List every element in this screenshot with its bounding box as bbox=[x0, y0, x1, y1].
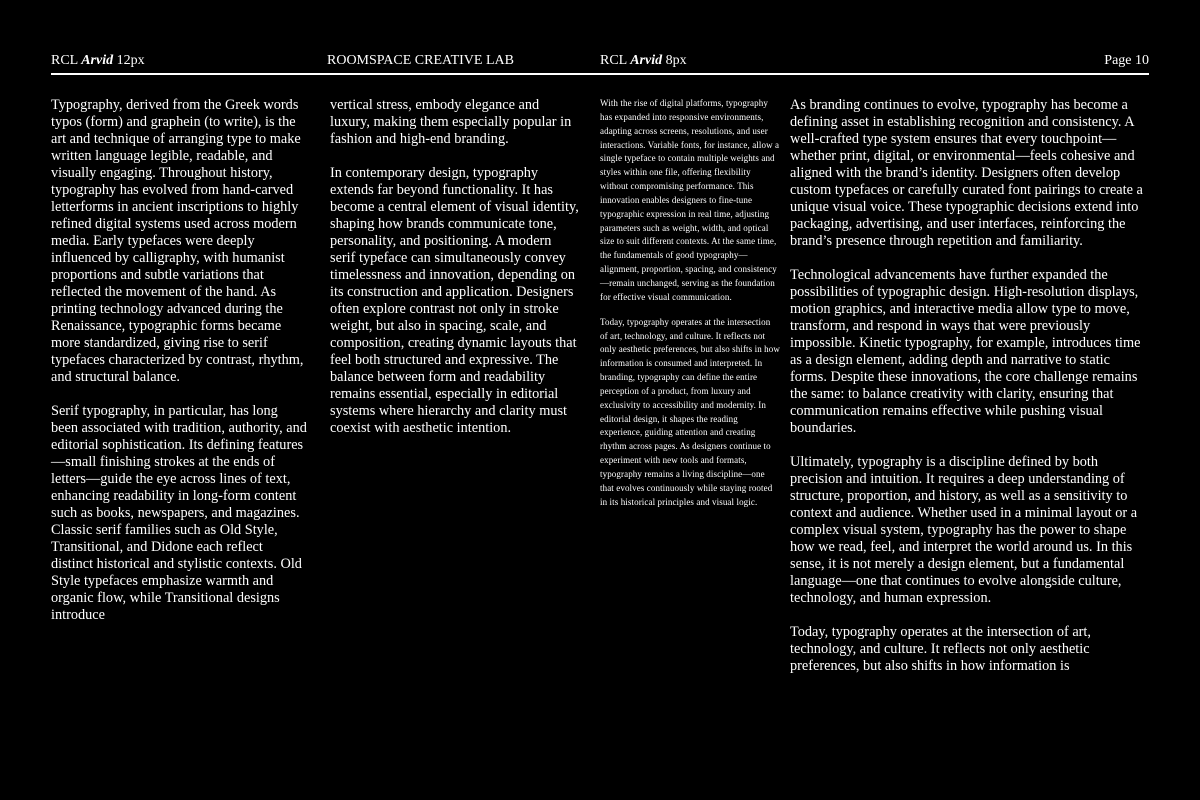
page-number: Page 10 bbox=[1104, 53, 1149, 68]
header-left-size: 12px bbox=[116, 53, 145, 68]
header-rule bbox=[51, 73, 1149, 75]
text-column-1 bbox=[51, 97, 307, 624]
paragraph: Today, typography operates at the intersection of art, technology, and culture. It reflects not only aesthetic preferences, but also shifts in how information is bbox=[790, 624, 1091, 674]
header-title: ROOMSPACE CREATIVE LAB bbox=[327, 53, 514, 68]
paragraph: Ultimately, typography is a discipline defined by both precision and intuition. It requires a deep understanding of structure, proportion, and history, as well as a sensitivity to context and audience. Whether used in a minimal layout or a complex visual system, typography has the power to shape how we read, feel, and interpret the world around us. In this sense, it is not merely a design element, but a fundamental language—one that continues to evolve alongside culture, technology, and human expression. bbox=[790, 454, 1138, 606]
paragraph: vertical stress, embody elegance and luxury, making them especially popular in fashion and high-end branding. bbox=[330, 97, 572, 147]
header-mid-label bbox=[600, 52, 687, 70]
header-left-label bbox=[51, 52, 145, 70]
text-column-4 bbox=[790, 97, 1150, 675]
paragraph: As branding continues to evolve, typography has become a defining asset in establishing recognition and consistency. A well-crafted type system ensures that every touchpoint—whether print, digital, or environmental—feels cohesive and aligned with the brand’s identity. Designers often develop custom typefaces or carefully curated font pairings to create a unique visual voice. These typographic decisions extend into packaging, advertising, and user interfaces, reinforcing the brand’s presence through repetition and familiarity. bbox=[790, 97, 1143, 249]
header-left-font-name: Arvid bbox=[81, 53, 114, 68]
text-column-2 bbox=[330, 97, 580, 437]
header-mid-size: 8px bbox=[665, 53, 687, 68]
paragraph: Typography, derived from the Greek words typos (form) and graphein (to write), is the art and technique of arranging type to make written language legible, readable, and visually engaging. Throughout history, typography has evolved from hand-carved letterforms in ancient inscriptions to highly refined digital systems used across modern media. Early typefaces were deeply influenced by calligraphy, with humanist proportions and subtle variations that reflected the movement of the hand. As printing technology advanced during the Renaissance, typographic forms became more standardized, giving rise to serif typefaces characterized by contrast, rhythm, and structural balance. bbox=[51, 97, 304, 385]
header-mid-prefix: RCL bbox=[600, 53, 627, 68]
paragraph: Serif typography, in particular, has long been associated with tradition, authority, and editorial sophistication. Its defining features—small finishing strokes at the ends of letters—guide the eye across lines of text, enhancing readability in long-form content such as books, newspapers, and magazines. Classic serif families such as Old Style, Transitional, and Didone each reflect distinct historical and stylistic contexts. Old Style typefaces emphasize warmth and organic flow, while Transitional designs introduce bbox=[51, 403, 307, 623]
paragraph: Technological advancements have further expanded the possibilities of typographic design. High-resolution displays, motion graphics, and interactive media allow type to move, transform, and respond in ways that were previously impossible. Kinetic typography, for example, introduces time as a design element, adding depth and narrative to static forms. Despite these innovations, the core challenge remains the same: to balance creativity with clarity, ensuring that communication remains effective while pushing visual boundaries. bbox=[790, 267, 1141, 436]
header-left-prefix: RCL bbox=[51, 53, 78, 68]
text-column-3-small bbox=[600, 97, 780, 509]
paragraph: In contemporary design, typography extends far beyond functionality. It has become a central element of visual identity, shaping how brands communicate tone, personality, and positioning. A modern serif typeface can simultaneously convey timelessness and innovation, depending on its construction and application. Designers often explore contrast not only in stroke weight, but also in spacing, scale, and composition, creating dynamic layouts that feel both structured and expressive. The balance between form and readability remains essential, especially in editorial systems where hierarchy and clarity must coexist with aesthetic intention. bbox=[330, 165, 579, 436]
header-mid-font-name: Arvid bbox=[630, 53, 663, 68]
paragraph: With the rise of digital platforms, typography has expanded into responsive environments, adapting across screens, resolutions, and user interactions. Variable fonts, for instance, allow a single typeface to contain multiple weights and styles within one file, offering flexibility without compromising performance. This innovation enables designers to fine-tune typographic expression in real time, adjusting parameters such as weight, width, and optical size to suit different contexts. At the same time, the fundamentals of good typography—alignment, proportion, spacing, and consistency—remain unchanged, serving as the foundation for effective visual communication. bbox=[600, 98, 780, 302]
paragraph: Today, typography operates at the intersection of art, technology, and culture. It reflects not only aesthetic preferences, but also shifts in how information is consumed and interpreted. In branding, typography can define the entire perception of a product, from luxury and exclusivity to accessibility and modernity. In editorial design, it shapes the reading experience, guiding attention and creating rhythm across pages. As designers continue to experiment with new tools and formats, typography remains a living discipline—one that evolves continuously while staying rooted in its historical principles and visual logic. bbox=[600, 316, 780, 507]
